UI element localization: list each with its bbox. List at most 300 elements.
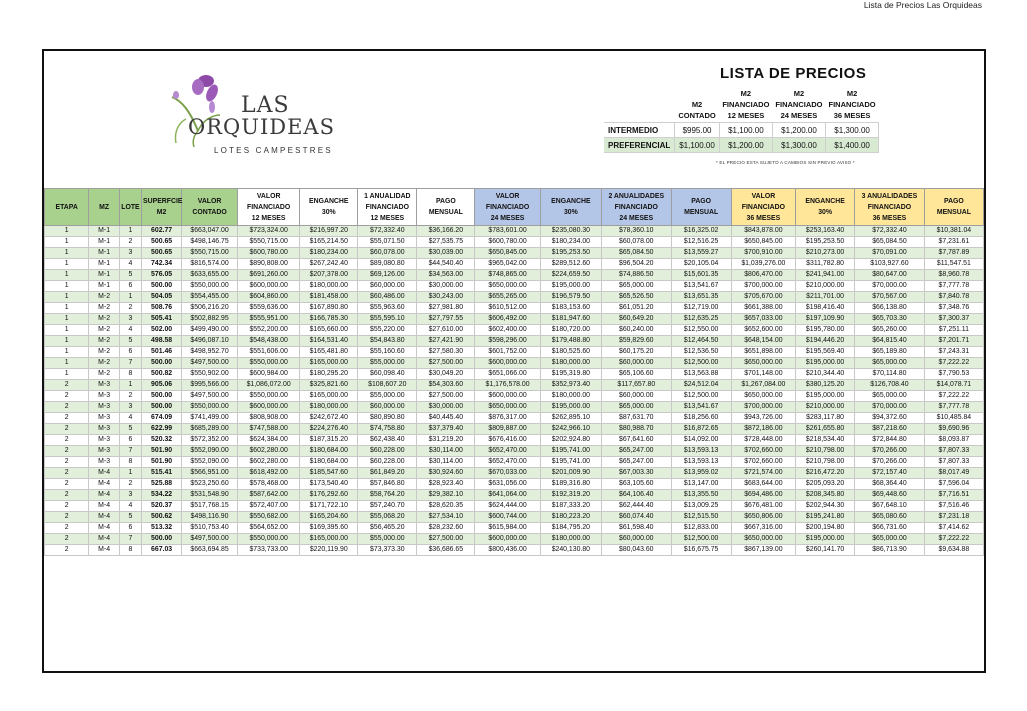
table-cell: $16,872.65	[671, 424, 731, 435]
table-cell: $600,000.00	[238, 281, 300, 292]
table-cell: $890,808.00	[238, 259, 300, 270]
table-cell: $200,194.80	[796, 523, 855, 534]
table-cell: $652,600.00	[731, 325, 795, 336]
table-cell: $57,240.70	[358, 501, 417, 512]
table-cell: $61,849.20	[358, 468, 417, 479]
table-cell: $578,468.00	[238, 479, 300, 490]
table-cell: $72,332.40	[358, 226, 417, 237]
table-cell: $69,126.00	[358, 270, 417, 281]
table-cell: M-1	[89, 270, 120, 281]
table-cell: $202,924.80	[540, 435, 601, 446]
table-cell: $28,620.35	[417, 501, 475, 512]
table-cell: $60,078.00	[601, 237, 671, 248]
table-cell: $876,317.00	[475, 413, 540, 424]
table-cell: $995,566.00	[182, 380, 238, 391]
table-cell: $13,959.02	[671, 468, 731, 479]
table-cell: $60,074.40	[601, 512, 671, 523]
table-cell: $13,541.67	[671, 281, 731, 292]
table-cell: 2	[45, 435, 89, 446]
table-cell: $12,464.50	[671, 336, 731, 347]
table-cell: $705,670.00	[731, 292, 795, 303]
table-cell: $11,547.51	[924, 259, 983, 270]
table-cell: $65,000.00	[601, 402, 671, 413]
table-cell: $554,455.00	[182, 292, 238, 303]
table-cell: $183,153.60	[540, 303, 601, 314]
table-cell: 3	[119, 314, 141, 325]
logo-text-line1: LAS	[241, 93, 290, 118]
table-cell: $70,567.00	[855, 292, 925, 303]
table-cell: $216,472.20	[796, 468, 855, 479]
table-cell: $67,648.10	[855, 501, 925, 512]
table-cell: $499,490.00	[182, 325, 238, 336]
table-cell: $57,846.80	[358, 479, 417, 490]
table-cell: $30,000.00	[417, 402, 475, 413]
table-cell: $56,465.20	[358, 523, 417, 534]
table-cell: $550,000.00	[238, 391, 300, 402]
table-cell: $1,086,072.00	[238, 380, 300, 391]
table-cell: $242,672.40	[300, 413, 358, 424]
table-cell: $65,000.00	[601, 281, 671, 292]
table-cell: $747,588.00	[238, 424, 300, 435]
table-cell: $552,090.00	[182, 446, 238, 457]
table-cell: $40,445.40	[417, 413, 475, 424]
table-cell: $36,686.65	[417, 545, 475, 556]
table-cell: $240,130.80	[540, 545, 601, 556]
table-cell: 1	[119, 226, 141, 237]
table-cell: $65,106.60	[601, 369, 671, 380]
table-cell: $610,512.00	[475, 303, 540, 314]
table-cell: $205,093.20	[796, 479, 855, 490]
table-cell: $187,315.20	[300, 435, 358, 446]
table-cell: $27,421.90	[417, 336, 475, 347]
table-cell: $27,535.75	[417, 237, 475, 248]
table-cell: $600,000.00	[475, 534, 540, 545]
table-cell: 602.77	[142, 226, 182, 237]
table-cell: $180,234.00	[540, 237, 601, 248]
table-cell: $9,690.96	[924, 424, 983, 435]
table-cell: $843,878.00	[731, 226, 795, 237]
table-cell: $7,807.33	[924, 457, 983, 468]
table-cell: 498.58	[142, 336, 182, 347]
table-cell: $506,216.20	[182, 303, 238, 314]
table-cell: $8,017.49	[924, 468, 983, 479]
table-cell: 1	[45, 292, 89, 303]
table-cell: $1,039,276.00	[731, 259, 795, 270]
table-cell: $195,000.00	[796, 391, 855, 402]
table-cell: M-2	[89, 303, 120, 314]
table-row	[45, 358, 984, 369]
table-row	[45, 237, 984, 248]
table-cell: $74,758.80	[358, 424, 417, 435]
table-cell: 1	[45, 358, 89, 369]
table-cell: $691,260.00	[238, 270, 300, 281]
table-row	[45, 534, 984, 545]
table-cell: $165,481.80	[300, 347, 358, 358]
table-row	[45, 270, 984, 281]
table-cell: $180,684.00	[300, 457, 358, 468]
table-cell: $650,000.00	[731, 391, 795, 402]
table-cell: $55,595.10	[358, 314, 417, 325]
table-cell: 500.00	[142, 534, 182, 545]
price-row-intermedio	[604, 123, 879, 138]
table-cell: $497,500.00	[182, 391, 238, 402]
table-cell: 1	[45, 226, 89, 237]
table-cell: $663,694.85	[182, 545, 238, 556]
table-cell: $66,138.80	[855, 303, 925, 314]
table-cell: $65,000.00	[855, 534, 925, 545]
table-cell: 500.00	[142, 358, 182, 369]
table-cell: 742.34	[142, 259, 182, 270]
table-cell: 3	[119, 248, 141, 259]
table-cell: $655,265.00	[475, 292, 540, 303]
table-cell: $65,000.00	[855, 358, 925, 369]
table-cell: $117,657.80	[601, 380, 671, 391]
table-cell: $1,176,578.00	[475, 380, 540, 391]
table-row	[45, 259, 984, 270]
table-cell: $12,500.00	[671, 534, 731, 545]
table-cell: $210,000.00	[796, 281, 855, 292]
table-cell: $195,241.80	[796, 512, 855, 523]
table-cell: $72,332.40	[855, 226, 925, 237]
table-cell: $65,080.60	[855, 512, 925, 523]
table-cell: M-4	[89, 501, 120, 512]
table-cell: $180,000.00	[540, 534, 601, 545]
table-cell: $733,733.00	[238, 545, 300, 556]
table-cell: $67,641.60	[601, 435, 671, 446]
table-cell: $96,504.20	[601, 259, 671, 270]
table-cell: $867,139.00	[731, 545, 795, 556]
table-cell: $24,512.04	[671, 380, 731, 391]
table-cell: $663,047.00	[182, 226, 238, 237]
price-per-m2-table	[604, 87, 879, 153]
table-cell: $27,500.00	[417, 358, 475, 369]
table-row	[45, 281, 984, 292]
table-cell: $16,675.75	[671, 545, 731, 556]
price-cell: $1,100.00	[675, 138, 720, 153]
table-cell: $65,000.00	[855, 391, 925, 402]
table-cell: $30,000.00	[417, 281, 475, 292]
table-cell: $165,000.00	[300, 358, 358, 369]
table-cell: $66,731.60	[855, 523, 925, 534]
table-cell: $36,166.20	[417, 226, 475, 237]
table-cell: $180,000.00	[300, 281, 358, 292]
table-cell: 520.32	[142, 435, 182, 446]
table-cell: $60,000.00	[358, 402, 417, 413]
table-cell: $572,407.00	[238, 501, 300, 512]
table-cell: 2	[45, 545, 89, 556]
table-cell: $600,744.00	[475, 512, 540, 523]
table-cell: $55,068.20	[358, 512, 417, 523]
table-cell: M-2	[89, 325, 120, 336]
table-cell: $62,438.40	[358, 435, 417, 446]
table-cell: $615,984.00	[475, 523, 540, 534]
table-cell: $14,078.71	[924, 380, 983, 391]
table-cell: $7,231.61	[924, 237, 983, 248]
table-cell: $289,512.60	[540, 259, 601, 270]
table-cell: $748,865.00	[475, 270, 540, 281]
table-cell: $70,266.00	[855, 446, 925, 457]
table-cell: $7,777.78	[924, 402, 983, 413]
table-cell: 1	[45, 303, 89, 314]
table-row	[45, 490, 984, 501]
table-cell: $550,000.00	[182, 281, 238, 292]
table-cell: $65,703.30	[855, 314, 925, 325]
table-cell: $195,319.80	[540, 369, 601, 380]
table-cell: $7,251.11	[924, 325, 983, 336]
table-row	[45, 435, 984, 446]
table-cell: 2	[45, 523, 89, 534]
table-cell: $187,333.20	[540, 501, 601, 512]
table-cell: 505.41	[142, 314, 182, 325]
table-cell: $10,485.84	[924, 413, 983, 424]
table-cell: $12,500.00	[671, 358, 731, 369]
table-cell: $380,125.20	[796, 380, 855, 391]
table-cell: $650,845.00	[731, 237, 795, 248]
table-cell: $502,882.95	[182, 314, 238, 325]
table-cell: $78,360.10	[601, 226, 671, 237]
table-cell: $650,806.00	[731, 512, 795, 523]
table-cell: $12,516.25	[671, 237, 731, 248]
table-cell: $670,033.00	[475, 468, 540, 479]
table-cell: $198,416.40	[796, 303, 855, 314]
table-cell: M-4	[89, 534, 120, 545]
table-row	[45, 523, 984, 534]
table-cell: M-4	[89, 468, 120, 479]
table-cell: $657,033.00	[731, 314, 795, 325]
table-row	[45, 402, 984, 413]
table-cell: $650,000.00	[731, 358, 795, 369]
table-cell: $180,000.00	[540, 358, 601, 369]
table-cell: $27,500.00	[417, 534, 475, 545]
table-row	[45, 303, 984, 314]
table-cell: $86,713.90	[855, 545, 925, 556]
table-cell: $572,352.00	[182, 435, 238, 446]
table-cell: 7	[119, 534, 141, 545]
table-cell: $30,114.00	[417, 457, 475, 468]
table-cell: $70,114.80	[855, 369, 925, 380]
table-cell: 534.22	[142, 490, 182, 501]
table-cell: 525.88	[142, 479, 182, 490]
table-cell: $602,400.00	[475, 325, 540, 336]
table-cell: $61,598.40	[601, 523, 671, 534]
table-cell: $606,492.00	[475, 314, 540, 325]
table-cell: $94,372.60	[855, 413, 925, 424]
table-cell: 8	[119, 369, 141, 380]
column-header: 2 ANUALIDADES FINANCIADO 24 MESES	[601, 189, 671, 226]
table-cell: $30,049.20	[417, 369, 475, 380]
table-cell: $685,289.00	[182, 424, 238, 435]
table-cell: $185,547.60	[300, 468, 358, 479]
table-cell: 667.03	[142, 545, 182, 556]
table-cell: $650,000.00	[475, 281, 540, 292]
table-cell: 2	[119, 479, 141, 490]
table-cell: 6	[119, 523, 141, 534]
table-cell: $194,446.20	[796, 336, 855, 347]
table-cell: $587,642.00	[238, 490, 300, 501]
table-cell: 1	[45, 369, 89, 380]
price-cell: $1,400.00	[826, 138, 879, 153]
table-cell: $9,634.88	[924, 545, 983, 556]
column-header: ENGANCHE 30%	[300, 189, 358, 226]
table-cell: $13,593.13	[671, 446, 731, 457]
table-cell: $631,056.00	[475, 479, 540, 490]
table-cell: $498,952.70	[182, 347, 238, 358]
table-cell: $65,189.80	[855, 347, 925, 358]
table-cell: $7,201.71	[924, 336, 983, 347]
price-header: M2 FINANCIADO 12 MESES	[722, 89, 770, 120]
table-cell: M-3	[89, 435, 120, 446]
table-cell: $60,078.00	[358, 248, 417, 259]
table-row	[45, 380, 984, 391]
table-cell: $652,470.00	[475, 457, 540, 468]
table-cell: $7,414.62	[924, 523, 983, 534]
table-cell: $253,163.40	[796, 226, 855, 237]
table-cell: $87,631.70	[601, 413, 671, 424]
table-cell: $195,741.00	[540, 446, 601, 457]
table-row	[45, 424, 984, 435]
table-row	[45, 413, 984, 424]
table-cell: 6	[119, 435, 141, 446]
table-cell: $816,574.00	[182, 259, 238, 270]
table-cell: $783,601.00	[475, 226, 540, 237]
table-cell: $60,098.40	[358, 369, 417, 380]
table-cell: $70,000.00	[855, 402, 925, 413]
table-cell: $517,768.15	[182, 501, 238, 512]
table-cell: 8	[119, 545, 141, 556]
table-cell: $600,000.00	[238, 402, 300, 413]
table-cell: $201,009.90	[540, 468, 601, 479]
table-row	[45, 501, 984, 512]
table-cell: $70,091.00	[855, 248, 925, 259]
table-cell: $20,105.04	[671, 259, 731, 270]
table-cell: $55,000.00	[358, 391, 417, 402]
table-cell: M-2	[89, 347, 120, 358]
table-cell: $510,753.40	[182, 523, 238, 534]
table-cell: $165,214.50	[300, 237, 358, 248]
table-cell: 5	[119, 270, 141, 281]
table-cell: 4	[119, 325, 141, 336]
table-cell: $531,548.90	[182, 490, 238, 501]
table-cell: $181,458.00	[300, 292, 358, 303]
table-cell: $808,908.00	[238, 413, 300, 424]
table-cell: $60,000.00	[358, 281, 417, 292]
price-list-title: LISTA DE PRECIOS	[720, 65, 867, 82]
column-header: VALOR FINANCIADO 12 MESES	[238, 189, 300, 226]
column-header: VALOR FINANCIADO 36 MESES	[731, 189, 795, 226]
table-cell: $551,606.00	[238, 347, 300, 358]
table-cell: 500.00	[142, 281, 182, 292]
table-cell: $179,488.80	[540, 336, 601, 347]
table-row	[45, 292, 984, 303]
table-cell: $184,795.20	[540, 523, 601, 534]
table-cell: $496,087.10	[182, 336, 238, 347]
table-cell: $618,492.00	[238, 468, 300, 479]
table-cell: $169,395.60	[300, 523, 358, 534]
table-cell: $14,092.00	[671, 435, 731, 446]
table-cell: 2	[119, 237, 141, 248]
table-cell: $27,797.55	[417, 314, 475, 325]
table-cell: $872,186.00	[731, 424, 795, 435]
table-cell: $180,234.00	[300, 248, 358, 259]
table-cell: $260,141.70	[796, 545, 855, 556]
price-cell: $1,300.00	[826, 123, 879, 138]
table-cell: 1	[45, 325, 89, 336]
table-row	[45, 325, 984, 336]
table-cell: $60,228.00	[358, 446, 417, 457]
table-cell: $165,000.00	[300, 534, 358, 545]
table-cell: 5	[119, 512, 141, 523]
table-cell: $242,966.10	[540, 424, 601, 435]
table-cell: $80,890.80	[358, 413, 417, 424]
table-row	[45, 248, 984, 259]
table-cell: $13,651.35	[671, 292, 731, 303]
table-cell: $54,303.60	[417, 380, 475, 391]
table-cell: $69,448.60	[855, 490, 925, 501]
price-disclaimer: * EL PRECIO ESTA SUJETO A CAMBIOS SIN PREVIO AVISO *	[716, 160, 855, 165]
table-cell: M-3	[89, 424, 120, 435]
table-cell: $12,536.50	[671, 347, 731, 358]
table-row	[45, 369, 984, 380]
table-cell: $54,843.80	[358, 336, 417, 347]
table-cell: $173,540.40	[300, 479, 358, 490]
table-cell: $165,660.00	[300, 325, 358, 336]
table-row	[45, 314, 984, 325]
table-cell: $311,782.80	[796, 259, 855, 270]
table-cell: 2	[45, 446, 89, 457]
table-cell: $694,486.00	[731, 490, 795, 501]
table-cell: $523,250.60	[182, 479, 238, 490]
table-cell: $180,000.00	[300, 402, 358, 413]
table-cell: 6	[119, 347, 141, 358]
table-cell: $210,344.40	[796, 369, 855, 380]
table-cell: 1	[45, 259, 89, 270]
table-row	[45, 468, 984, 479]
price-cell: $1,200.00	[772, 123, 825, 138]
table-cell: $28,923.40	[417, 479, 475, 490]
table-cell: 500.00	[142, 391, 182, 402]
table-cell: $700,000.00	[731, 402, 795, 413]
table-cell: $126,708.40	[855, 380, 925, 391]
table-cell: M-3	[89, 457, 120, 468]
column-header: VALOR CONTADO	[182, 189, 238, 226]
price-header: M2 FINANCIADO 24 MESES	[775, 89, 823, 120]
table-cell: 2	[45, 479, 89, 490]
table-cell: $728,448.00	[731, 435, 795, 446]
price-row-label: INTERMEDIO	[604, 123, 675, 138]
table-cell: $216,997.20	[300, 226, 358, 237]
table-cell: $965,042.00	[475, 259, 540, 270]
table-cell: $325,821.60	[300, 380, 358, 391]
table-cell: $13,009.25	[671, 501, 731, 512]
table-cell: $652,470.00	[475, 446, 540, 457]
table-cell: $550,000.00	[182, 402, 238, 413]
table-cell: $68,364.40	[855, 479, 925, 490]
table-cell: $195,569.40	[796, 347, 855, 358]
table-cell: $548,438.00	[238, 336, 300, 347]
table-cell: $60,000.00	[601, 391, 671, 402]
table-cell: $550,715.00	[182, 248, 238, 259]
table-cell: M-2	[89, 292, 120, 303]
table-cell: $550,902.00	[182, 369, 238, 380]
table-cell: $806,470.00	[731, 270, 795, 281]
table-cell: $70,266.00	[855, 457, 925, 468]
table-cell: $13,147.00	[671, 479, 731, 490]
table-cell: $497,500.00	[182, 358, 238, 369]
table-cell: $12,635.25	[671, 314, 731, 325]
table-cell: $195,253.50	[796, 237, 855, 248]
table-cell: 1	[45, 281, 89, 292]
table-cell: $27,580.30	[417, 347, 475, 358]
